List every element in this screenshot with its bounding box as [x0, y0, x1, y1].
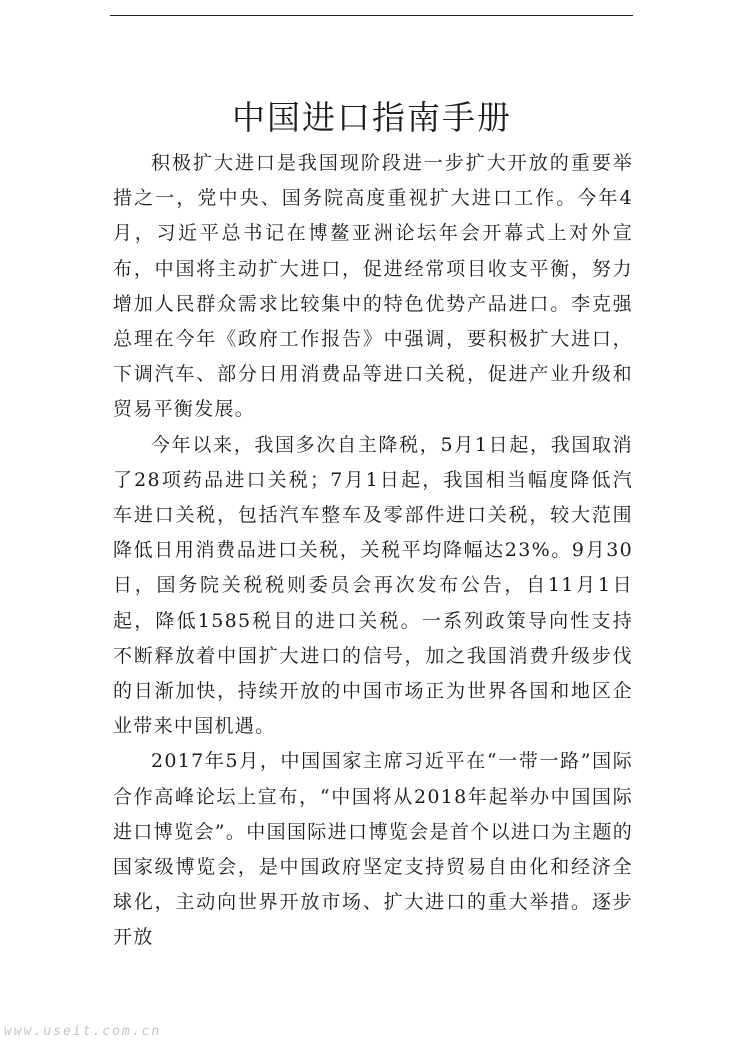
header-rule [110, 15, 633, 16]
document-body [113, 146, 633, 956]
document-title: 中国进口指南手册 [232, 98, 512, 137]
body-paragraph-2: 今年以来，我国多次自主降税，5月1日起，我国取消了28项药品进口关税；7月1日起，我国相当幅度降低汽车进口关税，包括汽车整车及零部件进口关税，较大范围降低日用消费品进口关税，关税平均降幅达23%。9月30日，国务院关税税则委员会再次发布公告，自11月1日起，降低1585税目的进口关税。一系列政策导向性支持不断释放着中国扩大进口的信号，加之我国消费升级步伐的日渐加快，持续开放的中国市场正为世界各国和地区企业带来中国机遇。 [113, 433, 633, 738]
body-paragraph-1: 积极扩大进口是我国现阶段进一步扩大开放的重要举措之一，党中央、国务院高度重视扩大进口工作。今年4月，习近平总书记在博鳌亚洲论坛年会开幕式上对外宣布，中国将主动扩大进口，促进经常项目收支平衡，努力增加人民群众需求比较集中的特色优势产品进口。李克强总理在今年《政府工作报告》中强调，要积极扩大进口，下调汽车、部分日用消费品等进口关税，促进产业升级和贸易平衡发展。 [113, 152, 633, 421]
site-watermark: www.useit.com.cn [4, 1024, 162, 1039]
body-paragraph-3: 2017年5月，中国国家主席习近平在“一带一路”国际合作高峰论坛上宣布，“中国将从2018年起举办中国国际进口博览会”。中国国际进口博览会是首个以进口为主题的国家级博览会，是中国政府坚定支持贸易自由化和经济全球化，主动向世界开放市场、扩大进口的重大举措。逐步开放 [113, 750, 633, 949]
